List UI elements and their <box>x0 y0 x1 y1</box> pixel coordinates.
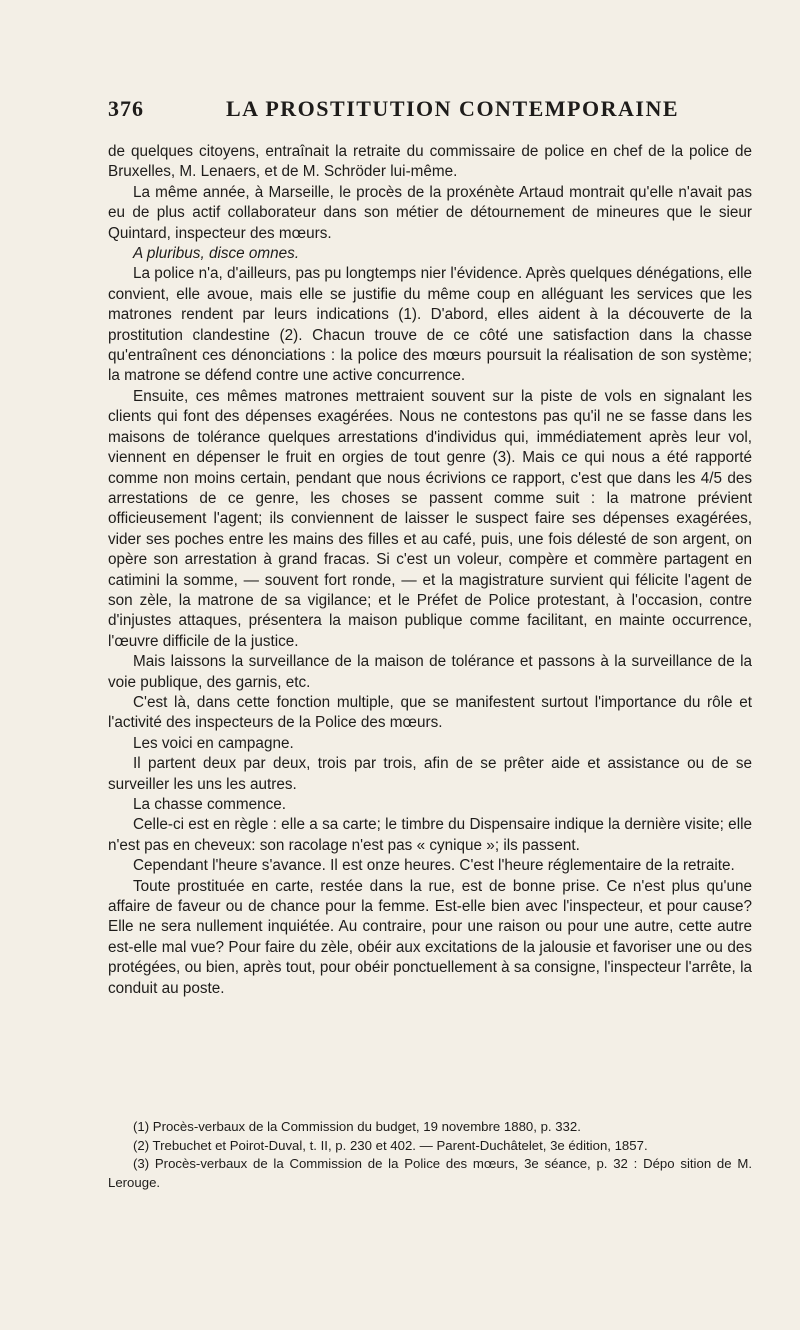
paragraph: de quelques citoyens, entraînait la retraite du commissaire de police en chef de la police de Bruxelles, M. Lenaers, et de M. Schröder lui-même. <box>108 143 752 181</box>
footnote: (1) Procès-verbaux de la Commission du budget, 19 novembre 1880, p. 332. <box>133 1119 581 1134</box>
body-text <box>108 142 752 999</box>
paragraph: Il partent deux par deux, trois par trois, afin de se prêter aide et assistance ou de se surveiller les uns les autres. <box>108 755 752 793</box>
paragraph: La même année, à Marseille, le procès de la proxénète Artaud montrait qu'elle n'avait pas eu de plus actif collaborateur dans son métier de détournement de mineures que le sieur Quintard, inspecteur des mœurs. <box>108 183 752 242</box>
paragraph: Cependant l'heure s'avance. Il est onze heures. C'est l'heure réglementaire de la retraite. <box>133 857 735 875</box>
footnote: (2) Trebuchet et Poirot-Duval, t. II, p. 230 et 402. — Parent-Duchâtelet, 3e édition, 1857. <box>133 1137 648 1153</box>
footnote: (3) Procès-verbaux de la Commission de la Police des mœurs, 3e séance, p. 32 : Dépo sition de M. Lerouge. <box>108 1156 752 1190</box>
page-header <box>0 96 800 126</box>
paragraph: Celle-ci est en règle : elle a sa carte; le timbre du Dispensaire indique la dernière visite; elle n'est pas en cheveux: son racolage n'est pas « cynique »; ils passent. <box>108 816 752 854</box>
paragraph: C'est là, dans cette fonction multiple, que se manifestent surtout l'importance du rôle et l'activité des inspecteurs de la Police des mœurs. <box>108 693 752 732</box>
paragraph: Ensuite, ces mêmes matrones mettraient souvent sur la piste de vols en signalant les clients qui font des dépenses exagérées. Nous ne contestons pas qu'il ne se fasse dans les maisons de tolérance quelques arrestations d'individus qui, immédiatement après leur vol, viennent en dépenser le fruit en orgies de tout genre (3). Mais ce qui nous a été rapporté comme non moins certain, pendant que nous écrivions ce rapport, c'est que dans les 4/5 des arrestations de ce genre, les choses se passent comme suit : la matrone prévient officieusement l'agent; ils conviennent de laisser le suspect faire ses dépenses exagérées, vider ses poches entre les mains des filles et au café, puis, une fois délesté de son argent, on opère son arrestation à grand fracas. Si c'est un voleur, compère et commère partagent en catimini la somme, — souvent fort ronde, — et la magistrature survient qui félicite l'agent de son zèle, la matrone de sa vigilance; et le Préfet de Police protestant, à l'occasion, contre d'injustes attaques, présentera la maison publique comme facilitant, en mainte occurrence, l'œuvre difficile de la justice. <box>108 387 752 650</box>
paragraph: Mais laissons la surveillance de la maison de tolérance et passons à la surveillance de la voie publique, des garnis, etc. <box>108 653 752 691</box>
running-title: LA PROSTITUTION CONTEMPORAINE <box>226 96 680 121</box>
page-number: 376 <box>108 96 144 121</box>
paragraph: La police n'a, d'ailleurs, pas pu longtemps nier l'évidence. Après quelques dénégations, elle convient, elle avoue, mais elle se justifie du même coup en alléguant les services que les matrones rendent par leurs indications (1). D'abord, elles aident à la découverte de la prostitution clandestine (2). Chacun trouve de ce côté une satisfaction dans la chasse qu'entraînent ces dénonciations : la police des mœurs poursuit la réalisation de son système; la matrone se défend contre une active concurrence. <box>108 265 752 385</box>
paragraph: La chasse commence. <box>133 796 287 813</box>
paragraph: Les voici en campagne. <box>133 734 294 752</box>
footnotes <box>108 1118 752 1192</box>
paragraph: Toute prostituée en carte, restée dans la rue, est de bonne prise. Ce n'est plus qu'une affaire de faveur ou de chance pour la femme. Est-elle bien avec l'inspecteur, et pour cause? Elle ne sera nullement inquiétée. Au contraire, pour une raison ou pour une autre, cette autre est-elle mal vue? Pour faire du zèle, obéir aux excitations de la jalousie et favoriser une ou des protégées, ou bien, après tout, pour obéir ponctuellement à sa consigne, l'inspecteur l'arrête, la conduit au poste. <box>108 877 752 997</box>
latin-motto: A pluribus, disce omnes. <box>133 245 300 263</box>
